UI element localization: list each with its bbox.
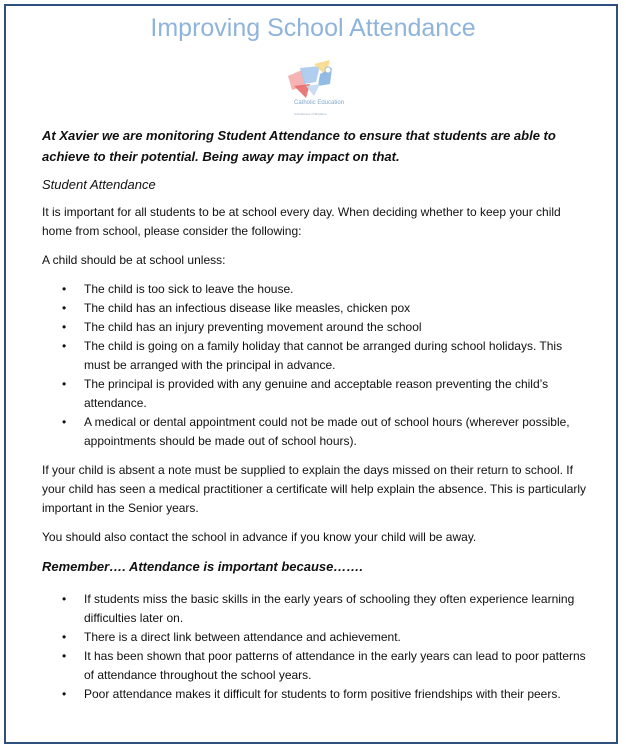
list-item bbox=[42, 337, 587, 375]
list-item bbox=[42, 375, 587, 413]
list-item bbox=[42, 413, 587, 451]
bullet-icon: • bbox=[62, 592, 67, 606]
list-item-text: The principal is provided with any genuine and acceptable reason preventing the child’s attendance. bbox=[84, 377, 549, 410]
list-item bbox=[42, 685, 587, 704]
reasons-list bbox=[42, 280, 587, 451]
bullet-icon: • bbox=[62, 649, 67, 663]
document-body bbox=[42, 125, 587, 714]
bullet-icon: • bbox=[62, 339, 67, 353]
logo-text: Catholic Education bbox=[294, 100, 345, 106]
section-heading-student-attendance: Student Attendance bbox=[42, 177, 156, 192]
list-item bbox=[42, 590, 587, 628]
bullet-icon: • bbox=[62, 687, 67, 701]
paragraph-absence-note: If your child is absent a note must be supplied to explain the days missed on their return to school. If your child has seen a medical practitioner a certificate will help explain the absence. This is particularly important in the Senior years. bbox=[42, 463, 587, 515]
paragraph-importance: It is important for all students to be at school every day. When deciding whether to keep your child home from school, please consider the following: bbox=[42, 205, 561, 238]
list-item-text: If students miss the basic skills in the early years of schooling they often experience learning difficulties later on. bbox=[84, 592, 575, 625]
list-item-text: It has been shown that poor patterns of attendance in the early years can lead to poor patterns of attendance throughout the school years. bbox=[84, 649, 586, 682]
list-item bbox=[42, 318, 587, 337]
paragraph-contact-school: You should also contact the school in advance if you know your child will be away. bbox=[42, 530, 477, 544]
list-item bbox=[42, 647, 587, 685]
page-title: Improving School Attendance bbox=[150, 14, 476, 42]
intro-paragraph: At Xavier we are monitoring Student Attendance to ensure that students are able to achieve to their potential. Being away may impact on that. bbox=[42, 128, 556, 164]
bullet-icon: • bbox=[62, 320, 67, 334]
bullet-icon: • bbox=[62, 377, 67, 391]
list-item-text: There is a direct link between attendance and achievement. bbox=[84, 630, 401, 644]
list-item-text: The child is going on a family holiday that cannot be arranged during school holidays. This must be arranged with the principal in advance. bbox=[84, 339, 563, 372]
bullet-icon: • bbox=[62, 415, 67, 429]
list-item bbox=[42, 628, 587, 647]
bullet-icon: • bbox=[62, 282, 67, 296]
list-item-text: Poor attendance makes it difficult for students to form positive friendships with their peers. bbox=[84, 687, 561, 701]
bullet-icon: • bbox=[62, 630, 67, 644]
list-item-text: A medical or dental appointment could not be made out of school hours (wherever possible, appointments should be made out of school hours). bbox=[84, 415, 570, 448]
logo-subtext: Archdiocese of Brisbane bbox=[294, 112, 327, 116]
list-item bbox=[42, 280, 587, 299]
list-item-text: The child has an injury preventing movement around the school bbox=[84, 320, 422, 334]
catholic-education-logo-icon bbox=[280, 56, 346, 116]
paragraph-unless: A child should be at school unless: bbox=[42, 253, 226, 267]
importance-list bbox=[42, 590, 587, 704]
section-heading-remember: Remember…. Attendance is important because……. bbox=[42, 559, 363, 574]
bullet-icon: • bbox=[62, 301, 67, 315]
list-item bbox=[42, 299, 587, 318]
list-item-text: The child has an infectious disease like measles, chicken pox bbox=[84, 301, 411, 315]
list-item-text: The child is too sick to leave the house. bbox=[84, 282, 294, 296]
